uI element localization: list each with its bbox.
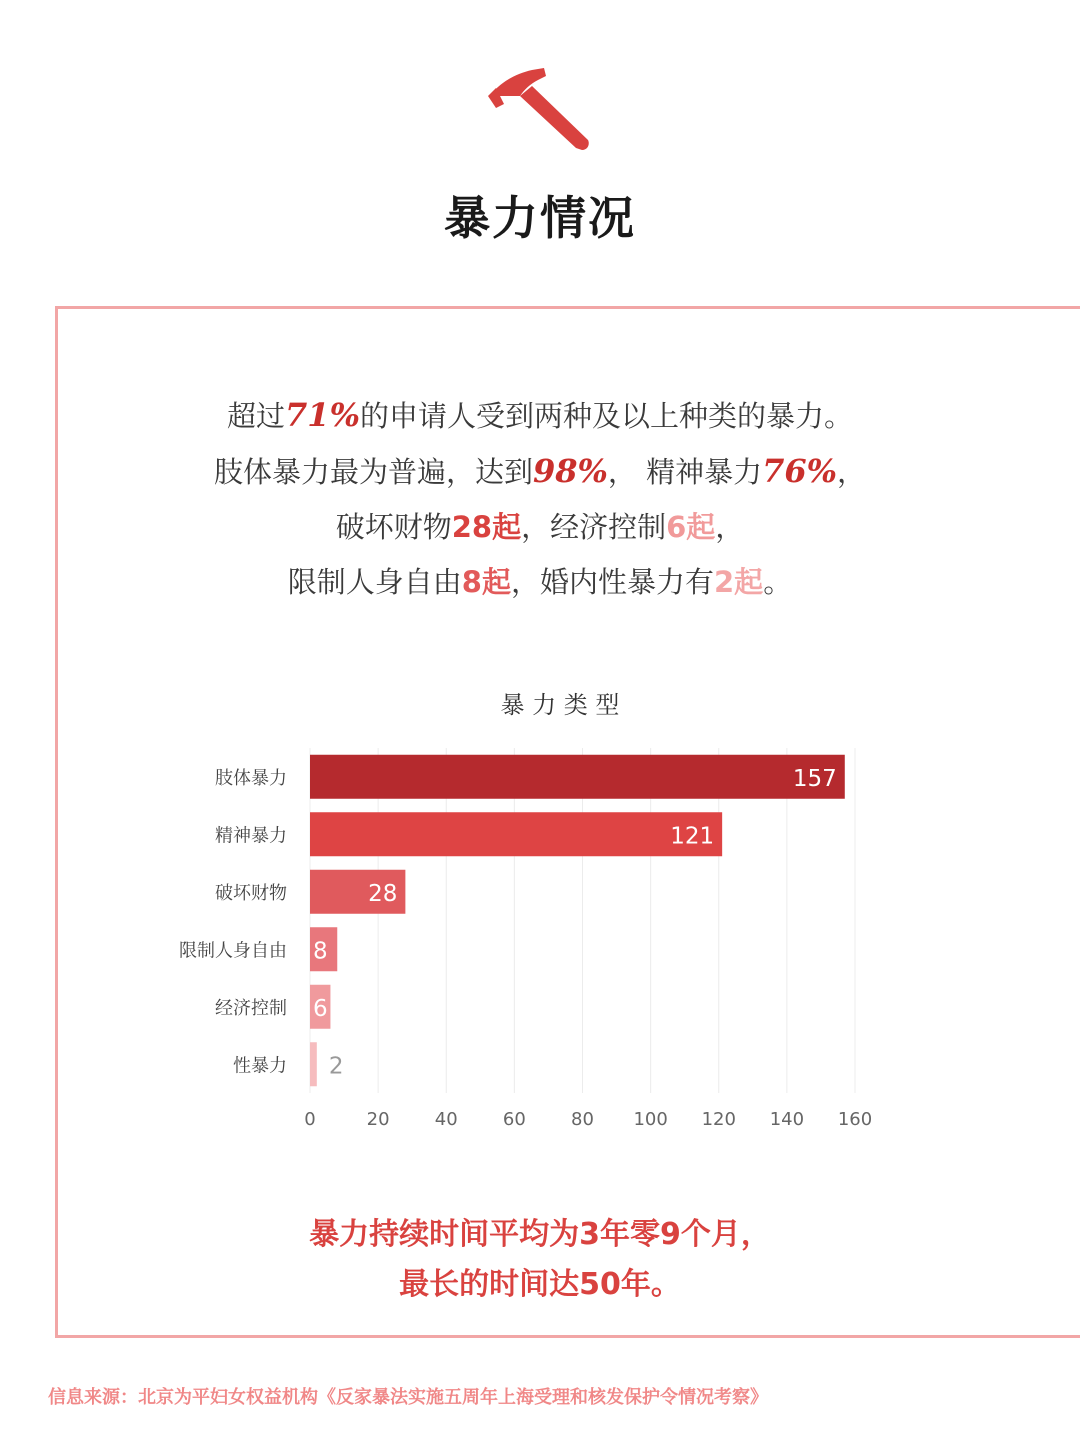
value-label-1: 121 <box>670 823 715 850</box>
x-tick-label-40: 40 <box>434 1109 458 1130</box>
intro-line-1-post: 的申请人受到两种及以上种类的暴力。 <box>359 399 853 433</box>
x-tick-label-120: 120 <box>701 1109 736 1130</box>
intro-line-2-mid: ， 精神暴力 <box>607 455 763 489</box>
intro-pct-71: 71% <box>285 396 360 434</box>
closing-text <box>0 1210 1080 1310</box>
category-label-2: 破坏财物 <box>215 882 287 904</box>
intro-count-6: 6起 <box>666 510 716 544</box>
intro-line-3 <box>0 500 1080 555</box>
x-tick-label-160: 160 <box>837 1109 873 1130</box>
violence-type-bar-chart <box>0 680 1080 1130</box>
x-tick-label-20: 20 <box>366 1109 390 1130</box>
intro-count-8: 8起 <box>461 565 511 599</box>
intro-line-3-post: ， <box>715 510 745 544</box>
intro-line-4-mid: ，婚内性暴力有 <box>510 565 714 599</box>
intro-count-2: 2起 <box>714 565 764 599</box>
category-label-3: 限制人身自由 <box>179 940 287 962</box>
intro-pct-76: 76% <box>762 452 838 490</box>
intro-line-4-pre: 限制人身自由 <box>287 565 462 599</box>
hammer-icon <box>484 62 594 154</box>
value-label-2: 28 <box>368 880 398 907</box>
intro-line-4-post: 。 <box>763 565 793 599</box>
x-tick-label-80: 80 <box>571 1109 594 1130</box>
intro-line-1-pre: 超过 <box>227 399 286 433</box>
intro-line-2-pre: 肢体暴力最为普遍，达到 <box>213 455 533 489</box>
intro-line-3-mid: ，经济控制 <box>521 510 667 544</box>
closing-line-1: 暴力持续时间平均为3年零9个月， <box>309 1217 771 1252</box>
x-tick-label-0: 0 <box>304 1109 316 1130</box>
category-label-0: 肢体暴力 <box>215 767 287 789</box>
value-label-5: 2 <box>328 1053 344 1080</box>
category-label-4: 经济控制 <box>215 997 287 1019</box>
category-label-5: 性暴力 <box>233 1055 287 1077</box>
intro-line-3-pre: 破坏财物 <box>335 510 452 544</box>
closing-line-2: 最长的时间达50年。 <box>399 1267 681 1302</box>
value-label-0: 157 <box>792 765 837 792</box>
x-tick-label-140: 140 <box>769 1109 805 1130</box>
chart-title: 暴 力 类 型 <box>500 691 620 719</box>
x-tick-label-60: 60 <box>502 1109 526 1130</box>
intro-line-4 <box>0 555 1080 610</box>
source-note: 信息来源：北京为平妇女权益机构《反家暴法实施五周年上海受理和核发保护令情况考察》 <box>48 1387 768 1408</box>
intro-line-2 <box>0 444 1080 500</box>
intro-text <box>0 388 1080 610</box>
bar-5 <box>310 1042 317 1086</box>
x-tick-label-100: 100 <box>633 1109 668 1130</box>
value-label-4: 6 <box>313 995 328 1022</box>
intro-line-2-post: ， <box>837 455 867 489</box>
value-label-3: 8 <box>313 938 328 965</box>
intro-pct-98: 98% <box>532 452 608 490</box>
intro-line-1 <box>0 388 1080 444</box>
page-title: 暴力情况 <box>444 191 636 245</box>
category-label-1: 精神暴力 <box>215 825 287 847</box>
intro-count-28: 28起 <box>451 510 522 544</box>
bar-1 <box>310 812 722 856</box>
bar-0 <box>310 755 845 799</box>
